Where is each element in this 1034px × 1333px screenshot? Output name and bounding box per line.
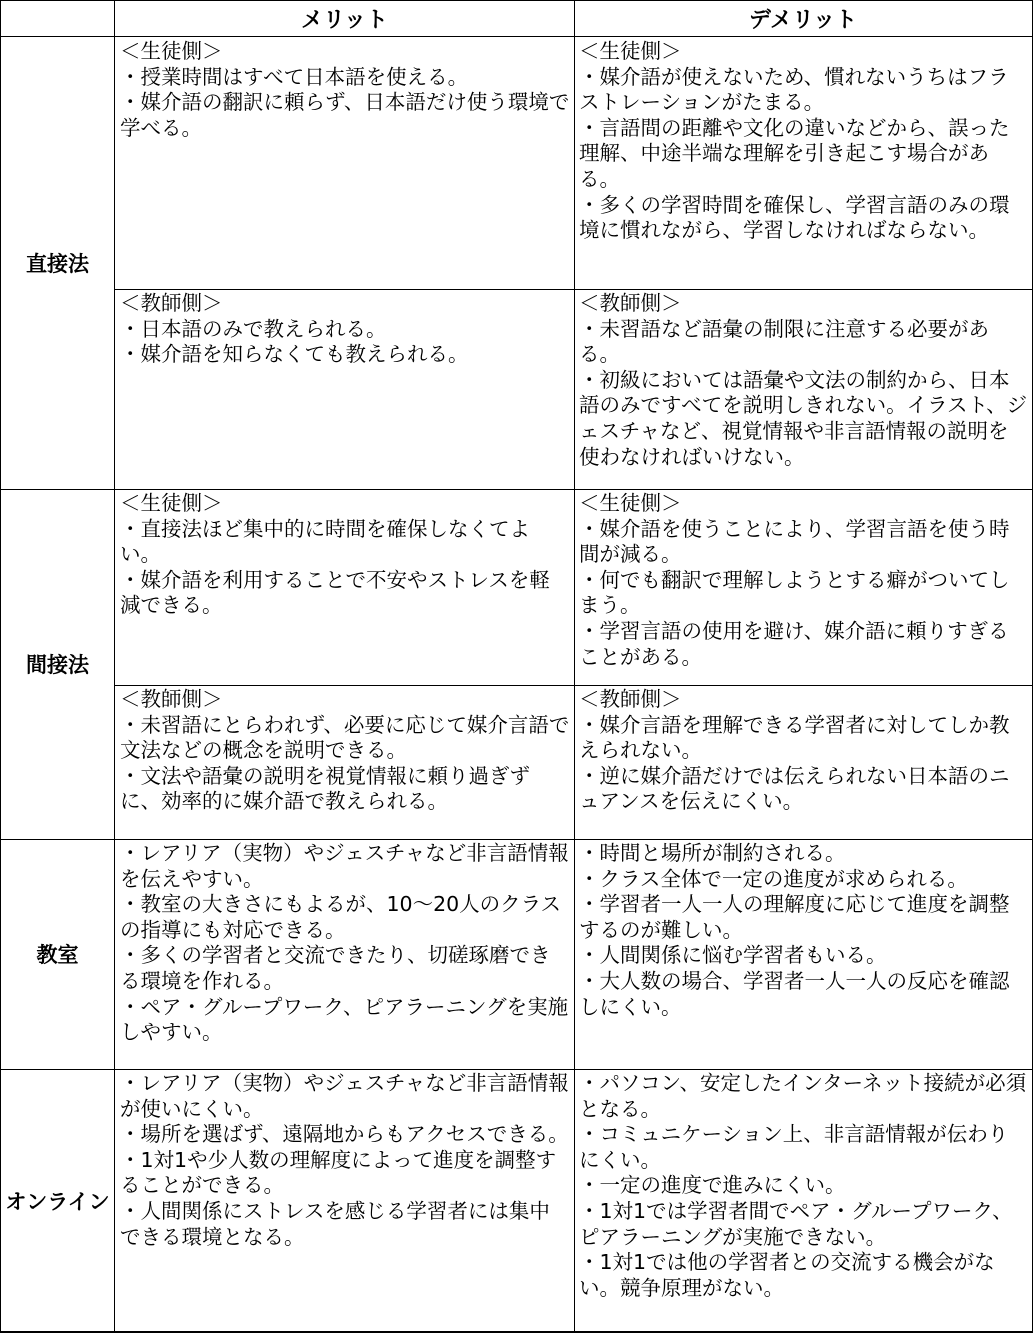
online-merit [115, 1069, 574, 1333]
classroom-demerit [574, 839, 1032, 1069]
text-line: ・初級においては語彙や文法の制約から、日本語のみですべてを説明しきれない。イラスト、ジェスチャなど、視覚情報や非言語情報の説明を使わなければいけない。 [579, 367, 1028, 469]
online-demerit [574, 1069, 1032, 1333]
text-line: ・人間関係にストレスを感じる学習者には集中できる環境となる。 [120, 1198, 550, 1249]
grid-line [0, 489, 1033, 490]
text-line: ＜生徒側＞ [579, 39, 682, 63]
text-line: ・媒介言語を理解できる学習者に対してしか教えられない。 [579, 712, 1010, 763]
text-line: ＜教師側＞ [120, 687, 223, 711]
grid-line [0, 839, 1033, 840]
text-line: ・何でも翻訳で理解しようとする癖がついてしまう。 [579, 567, 1010, 618]
text-line: ・学習者一人一人の理解度に応じて進度を調整するのが難しい。 [579, 892, 1010, 942]
indirect-teacher-merit [115, 685, 574, 839]
text-line: ＜生徒側＞ [120, 39, 223, 63]
text-line: ・多くの学習者と交流できたり、切磋琢磨できる環境を作れる。 [120, 943, 551, 993]
text-line: ＜生徒側＞ [579, 491, 682, 515]
grid-line [0, 36, 1033, 37]
text-line: ＜教師側＞ [579, 291, 682, 315]
text-line: ・レアリア（実物）やジェスチャなど非言語情報が使いにくい。 [120, 1071, 569, 1121]
grid-line [574, 0, 575, 1333]
text-line: ・言語間の距離や文化の違いなどから、誤った理解、中途半端な理解を引き起こす場合がある。 [579, 115, 1010, 191]
text-line: ・学習言語の使用を避け、媒介語に頼りすぎることがある。 [579, 618, 1009, 669]
text-line: ・ペア・グループワーク、ピアラーニングを実施しやすい。 [120, 994, 569, 1045]
text-line: ・媒介語が使えないため、慣れないうちはフラストレーションがたまる。 [579, 64, 1009, 115]
text-line: ・レアリア（実物）やジェスチャなど非言語情報を伝えやすい。 [120, 841, 569, 891]
grid-line [0, 0, 1, 1333]
row-label-online: オンライン [5, 1190, 110, 1214]
text-line: ・1対1では学習者間でペア・グループワーク、ピアラーニングが実施できない。 [579, 1198, 1013, 1249]
text-line: ・場所を選ばず、遠隔地からもアクセスできる。 [120, 1122, 569, 1147]
text-line: ・日本語のみで教えられる。 [120, 316, 387, 341]
grid-line [0, 1069, 1033, 1070]
grid-line [0, 0, 1033, 1]
text-line: ・コミュニケーション上、非言語情報が伝わりにくい。 [579, 1122, 1009, 1172]
text-line: ・大人数の場合、学習者一人一人の反応を確認しにくい。 [579, 968, 1010, 1019]
text-line: ・人間関係に悩む学習者もいる。 [579, 943, 887, 968]
row-label-classroom: 教室 [36, 943, 79, 967]
text-line: ・媒介語の翻訳に頼らず、日本語だけ使う環境で学べる。 [120, 90, 570, 140]
text-line: ・授業時間はすべて日本語を使える。 [120, 64, 469, 89]
direct-student-demerit [574, 37, 1032, 289]
text-line: ・媒介語を使うことにより、学習言語を使う時間が減る。 [579, 516, 1010, 567]
header-corner-cell [0, 0, 115, 37]
text-line: ・教室の大きさにもよるが、10～20人のクラスの指導にも対応できる。 [120, 892, 562, 942]
text-line: ・逆に媒介語だけでは伝えられない日本語のニュアンスを伝えにくい。 [579, 763, 1010, 814]
header-demerit: デメリット [748, 8, 858, 33]
direct-student-merit [115, 37, 574, 289]
indirect-student-demerit [574, 489, 1032, 685]
row-label-direct-method: 直接法 [26, 252, 89, 276]
text-line: ・直接法ほど集中的に時間を確保しなくてよい。 [120, 516, 530, 567]
text-line: ・未習語など語彙の制限に注意する必要がある。 [579, 316, 989, 367]
grid-line [114, 685, 1033, 686]
text-line: ・媒介語を利用することで不安やストレスを軽減できる。 [120, 567, 550, 618]
header-merit: メリット [300, 8, 389, 33]
indirect-student-merit [115, 489, 574, 685]
text-line: ・一定の進度で進みにくい。 [579, 1173, 846, 1198]
direct-teacher-demerit [574, 289, 1032, 489]
text-line: ・時間と場所が制約される。 [579, 841, 846, 865]
text-line: ・クラス全体で一定の進度が求められる。 [579, 866, 968, 891]
text-line: ＜教師側＞ [579, 687, 682, 711]
text-line: ・未習語にとらわれず、必要に応じて媒介言語で文法などの概念を説明できる。 [120, 712, 570, 763]
classroom-merit [115, 839, 574, 1069]
text-line: ・文法や語彙の説明を視覚情報に頼り過ぎずに、効率的に媒介語で教えられる。 [120, 763, 530, 814]
grid-line [114, 289, 1033, 290]
text-line: ＜生徒側＞ [120, 491, 223, 515]
direct-teacher-merit [115, 289, 574, 489]
text-line: ＜教師側＞ [120, 291, 223, 315]
grid-line [1032, 0, 1033, 1333]
text-line: ・多くの学習時間を確保し、学習言語のみの環境に慣れながら、学習しなければならない。 [579, 192, 1010, 243]
indirect-teacher-demerit [574, 685, 1032, 839]
text-line: ・1対1や少人数の理解度によって進度を調整することができる。 [120, 1147, 557, 1198]
text-line: ・1対1では他の学習者との交流する機会がない。競争原理がない。 [579, 1250, 995, 1300]
row-label-indirect-method: 間接法 [26, 653, 89, 677]
text-line: ・パソコン、安定したインターネット接続が必須となる。 [579, 1071, 1027, 1121]
grid-line [114, 0, 115, 1333]
text-line: ・媒介語を知らなくても教えられる。 [120, 342, 469, 367]
